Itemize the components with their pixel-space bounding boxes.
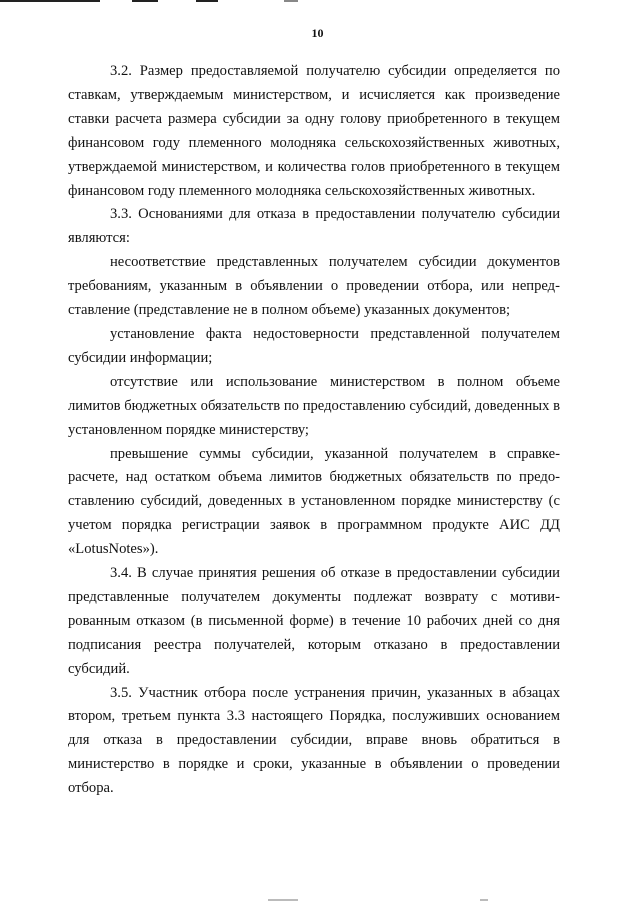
paragraph-3-3-item-2: установление факта недостоверности представленной получателем субсидии информации; — [68, 325, 560, 366]
paragraph-3-3-item-4: превышение суммы субсидии, указанной получателем в справке-расчете, над остатком объема лимитов бюджетных обязательств по предоставлению субсидий, доведенных в установленном порядке министерству (с учетом порядка регистрации заявок в программном продукте АИС ДД «LotusNotes»). — [68, 445, 560, 558]
scan-artifact-bottom — [0, 899, 635, 903]
paragraph-3-3-item-3: отсутствие или использование министерством в полном объеме лимитов бюджетных обязательств по предоставлению субсидий, доведенных в установленном порядке министерству; — [68, 373, 560, 438]
paragraph-3-3-item-1: несоответствие представленных получателем субсидии документов требованиям, указанным в объявлении о проведении отбора, или непредставление (представление не в полном объеме) указанных документов; — [68, 254, 560, 319]
document-body — [68, 60, 560, 801]
paragraph-3-5: 3.5. Участник отбора после устранения причин, указанных в абзацах втором, третьем пункта 3.3 настоящего Порядка, послуживших основанием для отказа в предоставлении субсидии, вправе вновь обратиться в министерство в порядке и сроки, указанные в объявлении о проведении отбора. — [68, 684, 560, 797]
paragraph-3-4: 3.4. В случае принятия решения об отказе в предоставлении субсидии представленные получателем документы подлежат возврату с мотивированным отказом (в письменной форме) в течение 10 рабочих дней со дня подписания реестра получателей, которым отказано в предоставлении субсидий. — [68, 565, 560, 677]
paragraph-3-3: 3.3. Основаниями для отказа в предоставлении получателю субсидии являются: — [68, 206, 560, 247]
page-number: 10 — [311, 26, 324, 40]
scan-artifact-top — [0, 0, 635, 4]
paragraph-3-2: 3.2. Размер предоставляемой получателю субсидии определяется по ставкам, утверждаемым министерством, и исчисляется как произведение ставки расчета размера субсидии за одну голову приобретенного в текущем финансовом году племенного молодняка сельскохозяйственных животных, утверждаемой министерством, и количества голов приобретенного в текущем финансовом году племенного молодняка сельскохозяйственных животных. — [68, 63, 560, 199]
